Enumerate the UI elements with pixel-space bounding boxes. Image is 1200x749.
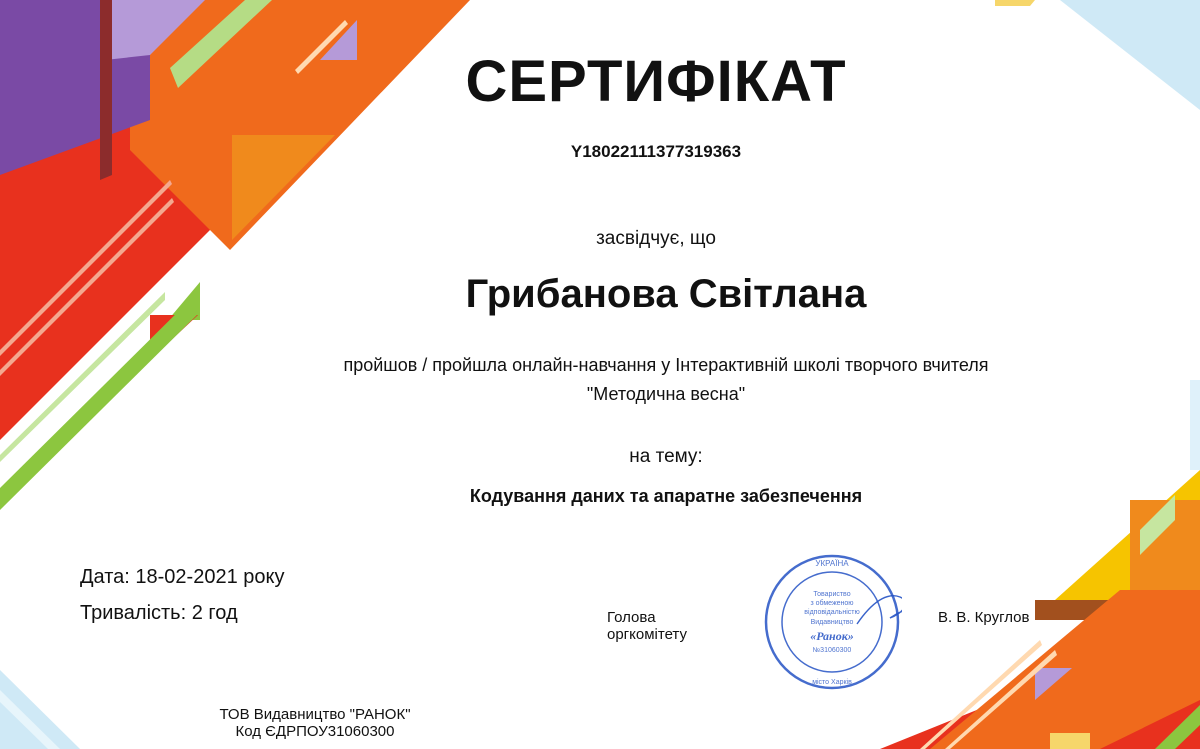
stamp-name: «Ранок» [810,629,854,643]
course-duration: Тривалість: 2 год [80,602,238,624]
recipient-name: Грибанова Світлана [465,272,867,316]
deco-yellow-bottom-sliver [1050,733,1090,749]
deco-dark-strip [100,0,112,180]
stamp-inner-line-3: відповідальністю [804,609,860,616]
topic-label: на тему: [629,446,703,467]
completion-text-line-2: "Методична весна" [586,384,746,404]
certificate-title: СЕРТИФІКАТ [465,49,847,114]
stamp-outer-top: УКРАЇНА [815,559,849,568]
deco-yellow-sliver [995,0,1035,6]
head-label-line-2: оргкомітету [607,626,687,643]
stamp-outer-bottom: місто Харків [812,679,852,686]
publisher-name: ТОВ Видавництво "РАНОК" [219,706,411,723]
stamp-code: №31060300 [812,647,852,654]
official-stamp [762,552,902,692]
signer-name: В. В. Круглов [938,609,1030,626]
stamp-inner-line-4: Видавництво [810,619,854,626]
topic-title: Кодування даних та апаратне забезпечення [469,486,863,506]
issue-date: Дата: 18-02-2021 року [80,566,285,588]
certificate-serial-number: Y18022111377319363 [570,142,742,161]
deco-lightblue-edge [1190,380,1200,470]
deco-lightblue-corner [1060,0,1200,110]
head-label-line-1: Голова [607,609,656,626]
publisher-code: Код ЄДРПОУ31060300 [235,723,395,740]
certifies-text: засвідчує, що [596,228,716,249]
completion-text-line-1: пройшов / пройшла онлайн-навчання у Інтерактивній школі творчого вчителя [343,355,989,375]
stamp-inner-line-1: Товариство [813,591,851,598]
stamp-inner-line-2: з обмеженою [810,600,854,607]
